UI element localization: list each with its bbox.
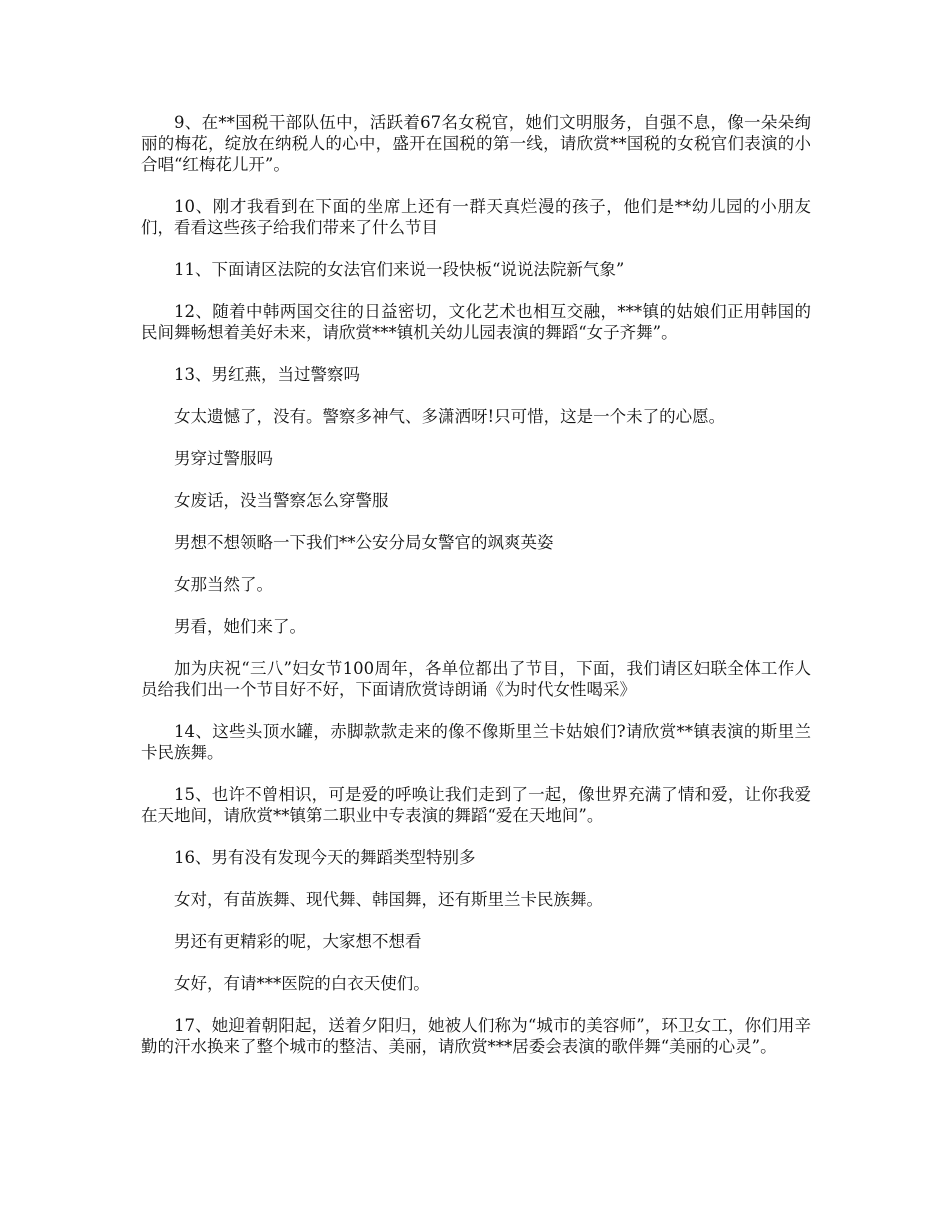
dialogue-line: 女那当然了。 xyxy=(174,575,273,594)
paragraph-womens-day: 加为庆祝“三八”妇女节100周年，各单位都出了节目，下面，我们请区妇联全体工作人员给我们出一个节目好不好，下面请欣赏诗朗诵《为时代女性喝采》 xyxy=(141,659,811,699)
document-page xyxy=(141,112,811,1078)
paragraph-15: 15、也许不曾相识，可是爱的呼唤让我们走到了一起，像世界充满了情和爱，让你我爱在天地间，请欣赏**镇第二职业中专表演的舞蹈“爱在天地间”。 xyxy=(141,785,811,825)
paragraph-17: 17、她迎着朝阳起，送着夕阳归，她被人们称为“城市的美容师”，环卫女工，你们用辛勤的汗水换来了整个城市的整洁、美丽，请欣赏***居委会表演的歌伴舞“美丽的心灵”。 xyxy=(141,1016,811,1056)
paragraph-11: 11、下面请区法院的女法官们来说一段快板“说说法院新气象” xyxy=(174,260,625,279)
dialogue-line: 男穿过警服吗 xyxy=(174,449,273,468)
paragraph-12: 12、随着中韩两国交往的日益密切，文化艺术也相互交融，***镇的姑娘们正用韩国的民间舞畅想着美好未来，请欣赏***镇机关幼儿园表演的舞蹈“女子齐舞”。 xyxy=(141,302,811,342)
dialogue-line: 女废话，没当警察怎么穿警服 xyxy=(174,491,389,510)
dialogue-line: 男看，她们来了。 xyxy=(174,617,306,636)
dialogue-line: 女好，有请***医院的白衣天使们。 xyxy=(174,974,430,993)
paragraph-16: 16、男有没有发现今天的舞蹈类型特别多 xyxy=(174,848,476,867)
dialogue-line: 男想不想领略一下我们**公安分局女警官的飒爽英姿 xyxy=(174,533,554,552)
dialogue-line: 女太遗憾了，没有。警察多神气、多潇洒呀!只可惜，这是一个未了的心愿。 xyxy=(174,407,726,426)
paragraph-13: 13、男红燕，当过警察吗 xyxy=(174,365,360,384)
dialogue-line: 男还有更精彩的呢，大家想不想看 xyxy=(174,932,422,951)
dialogue-line: 女对，有苗族舞、现代舞、韩国舞，还有斯里兰卡民族舞。 xyxy=(174,890,603,909)
paragraph-10: 10、刚才我看到在下面的坐席上还有一群天真烂漫的孩子，他们是**幼儿园的小朋友们，看看这些孩子给我们带来了什么节目 xyxy=(141,197,811,237)
paragraph-9: 9、在**国税干部队伍中，活跃着67名女税官，她们文明服务，自强不息，像一朵朵绚丽的梅花，绽放在纳税人的心中，盛开在国税的第一线，请欣赏**国税的女税官们表演的小合唱“红梅花儿开”。 xyxy=(141,113,811,174)
paragraph-14: 14、这些头顶水罐，赤脚款款走来的像不像斯里兰卡姑娘们?请欣赏**镇表演的斯里兰卡民族舞。 xyxy=(141,722,811,762)
